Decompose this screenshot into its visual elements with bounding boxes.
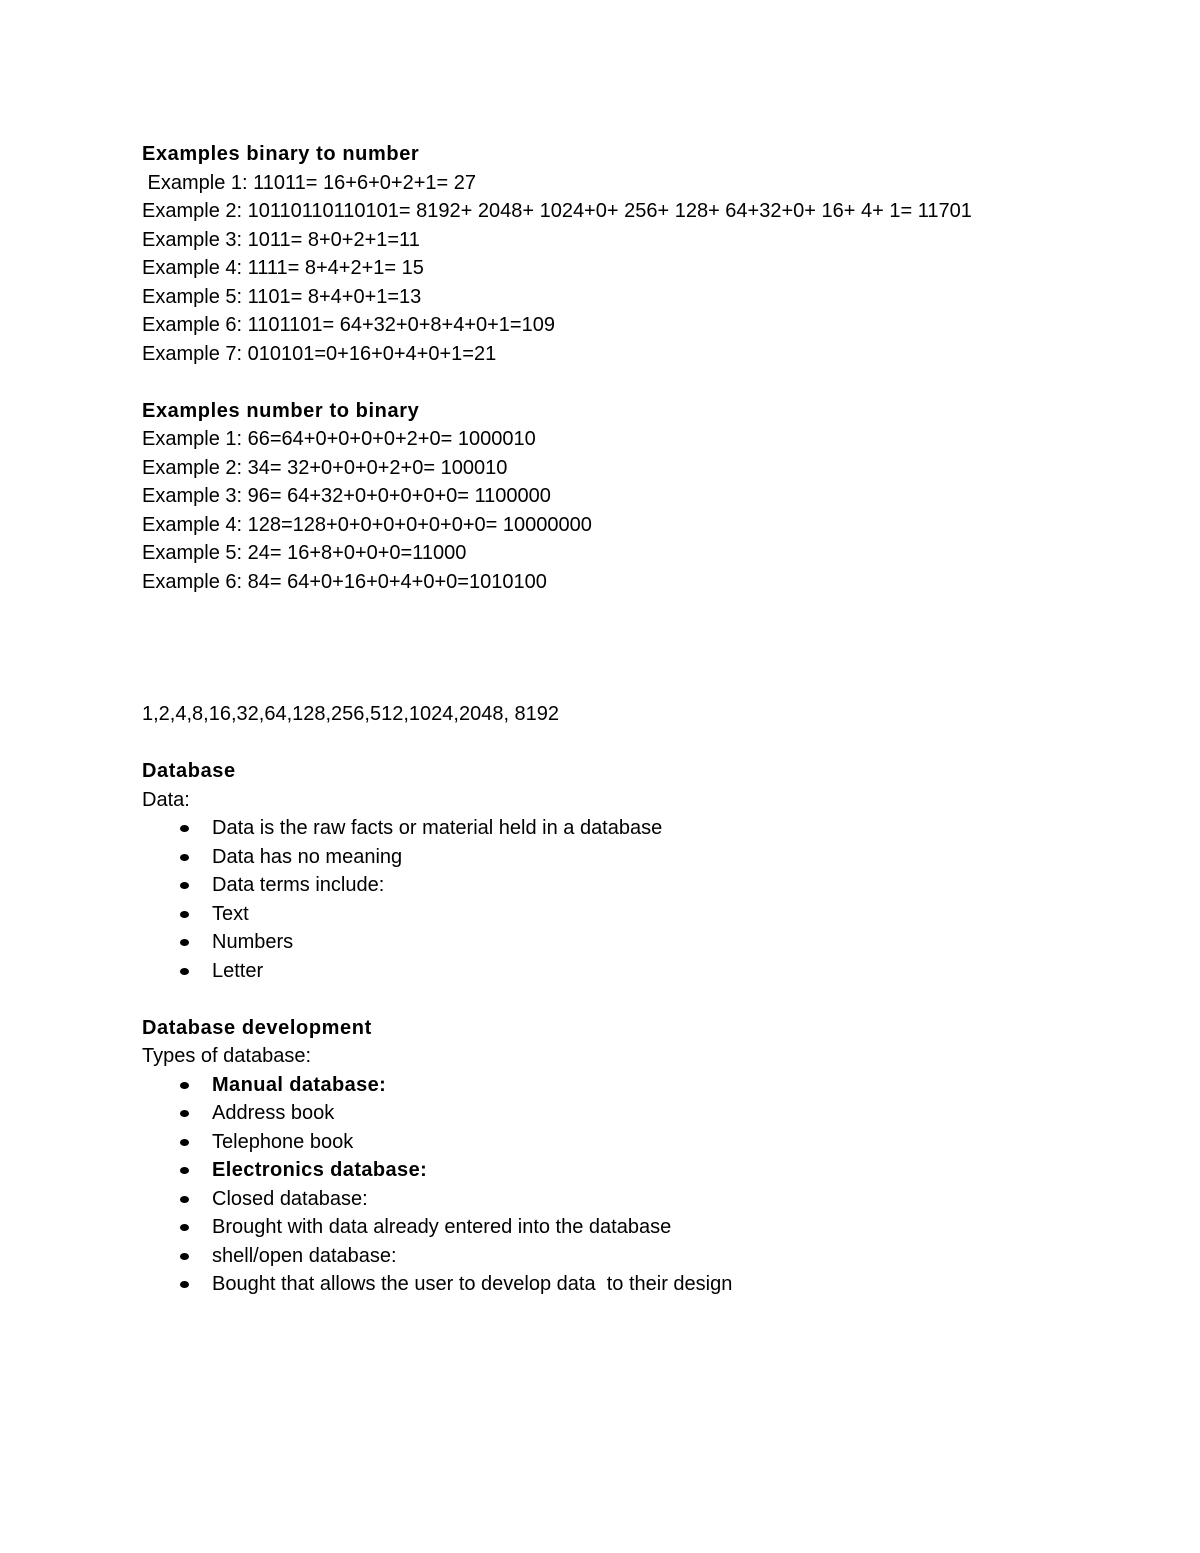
document-body [142,140,1142,1299]
list-item-text: Data terms include: [212,874,385,896]
bullet-icon [180,1253,189,1260]
bullet-icon [180,1281,189,1288]
section-heading-binary-to-number: Examples binary to number [142,143,420,165]
list-item [142,1099,1142,1128]
bullet-icon [180,1167,189,1174]
example-line: Example 6: 1101101= 64+32+0+8+4+0+1=109 [142,314,555,336]
bullet-icon [180,1224,189,1231]
bullet-icon [180,825,189,832]
section-heading-database: Database [142,760,236,782]
bullet-icon [180,1110,189,1117]
example-line: Example 4: 1111= 8+4+2+1= 15 [142,257,424,279]
list-item [142,1128,1142,1157]
types-label: Types of database: [142,1045,312,1067]
section-heading-number-to-binary: Examples number to binary [142,399,420,422]
list-item [142,957,1142,986]
list-item-text: Data is the raw facts or material held in a database [212,817,663,839]
list-item-text: Data has no meaning [212,845,403,868]
example-line: Example 3: 1011= 8+0+2+1=11 [142,228,420,251]
list-item [142,1242,1142,1271]
example-line: Example 1: 11011= 16+6+0+2+1= 27 [142,171,476,194]
example-line: Example 5: 1101= 8+4+0+1=13 [142,285,422,308]
list-item-text: Address book [212,1102,335,1124]
list-item-text: Telephone book [212,1130,354,1153]
example-line: Example 3: 96= 64+32+0+0+0+0+0= 1100000 [142,485,551,507]
list-item-text: Closed database: [212,1187,368,1210]
list-item [142,1071,1142,1100]
bullet-icon [180,882,189,889]
list-item-text: Letter [212,959,264,982]
list-item-text: Manual database: [212,1073,387,1096]
bullet-icon [180,911,189,918]
list-item [142,1156,1142,1185]
example-line: Example 1: 66=64+0+0+0+0+2+0= 1000010 [142,428,536,450]
list-item-text: Numbers [212,931,294,953]
example-line: Example 2: 34= 32+0+0+0+2+0= 100010 [142,456,508,479]
example-line: Example 5: 24= 16+8+0+0+0=11000 [142,542,467,564]
list-item [142,871,1142,900]
list-item [142,1213,1142,1242]
list-item [142,1185,1142,1214]
list-item [142,1270,1142,1299]
list-item-text: Brought with data already entered into the database [212,1216,672,1238]
bullet-icon [180,939,189,946]
spacer [142,729,1142,758]
list-item [142,900,1142,929]
example-line: Example 6: 84= 64+0+16+0+4+0+0=1010100 [142,570,547,593]
list-item [142,928,1142,957]
spacer [142,985,1142,1014]
spacer [142,596,1142,700]
bullet-icon [180,968,189,975]
list-item [142,843,1142,872]
data-label: Data: [142,788,190,811]
spacer [142,368,1142,397]
bullet-icon [180,1196,189,1203]
example-line: Example 4: 128=128+0+0+0+0+0+0+0= 10000000 [142,513,592,536]
list-item-text: Text [212,902,249,925]
list-item-text: shell/open database: [212,1244,397,1267]
bullet-icon [180,1082,189,1089]
database-bullet-list [142,814,1142,985]
powers-of-two-line: 1,2,4,8,16,32,64,128,256,512,1024,2048, 8192 [142,703,560,725]
list-item [142,814,1142,843]
example-line: Example 2: 10110110110101= 8192+ 2048+ 1024+0+ 256+ 128+ 64+32+0+ 16+ 4+ 1= 11701 [142,200,972,222]
bullet-icon [180,1139,189,1146]
example-line: Example 7: 010101=0+16+0+4+0+1=21 [142,342,497,365]
section-heading-database-development: Database development [142,1016,372,1039]
database-development-bullet-list [142,1071,1142,1299]
bullet-icon [180,854,189,861]
list-item-text: Electronics database: [212,1159,428,1181]
list-item-text: Bought that allows the user to develop data to their design [212,1273,733,1295]
